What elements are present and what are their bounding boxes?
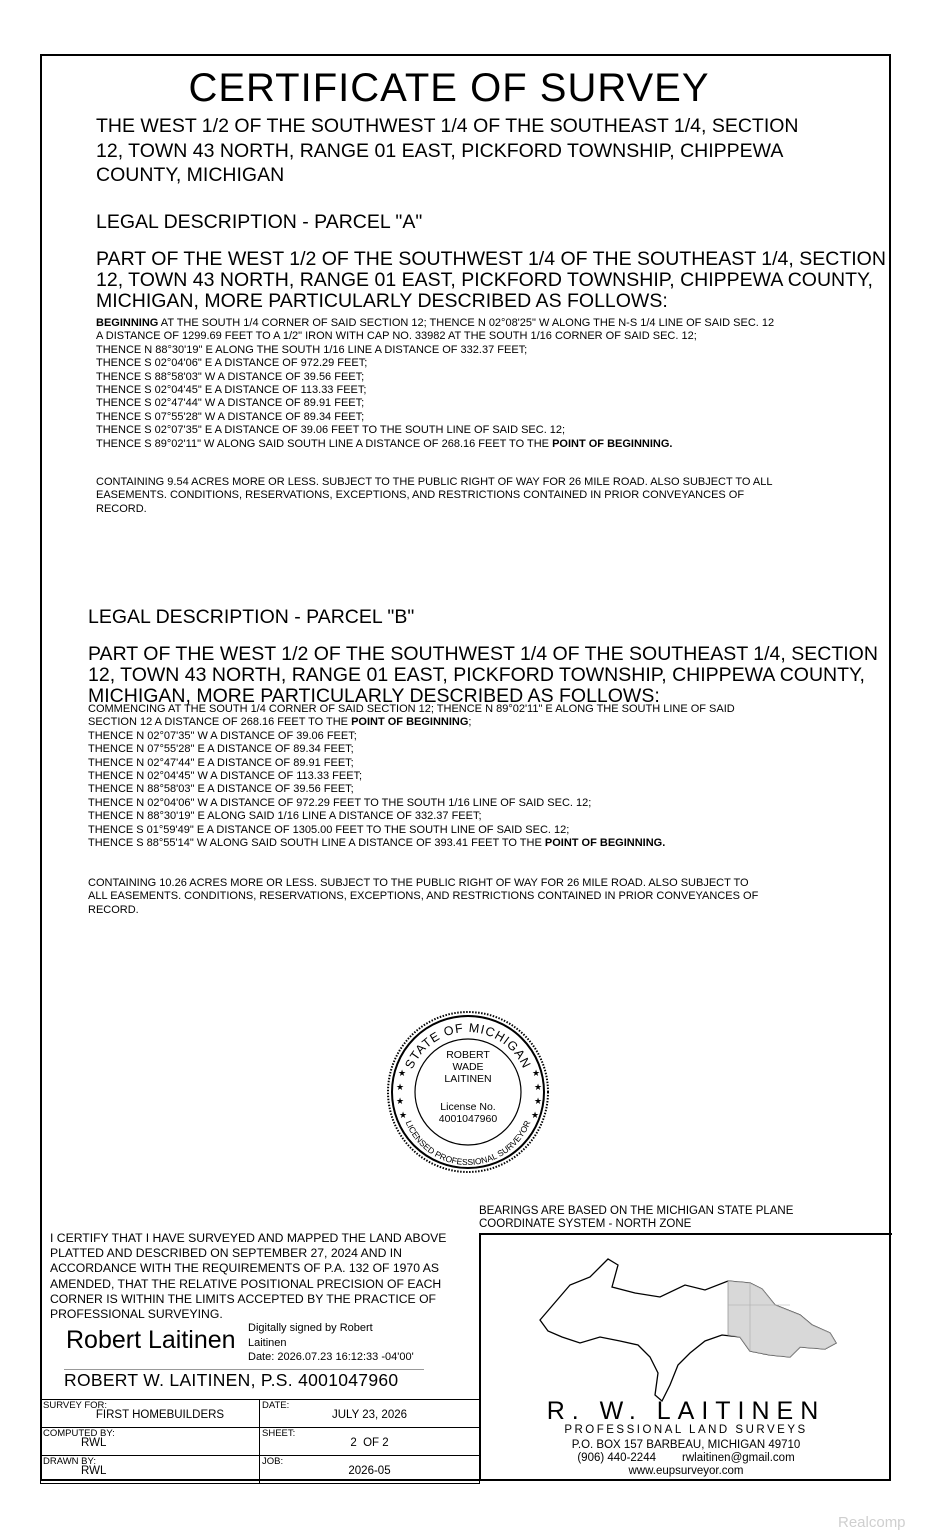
intro-line: PART OF THE WEST 1/2 OF THE SOUTHWEST 1/4 OF THE SOUTHEAST 1/4, SECTION	[96, 248, 886, 270]
survey-for-cell	[41, 1400, 260, 1428]
seal-top-arc-text: STATE OF MICHIGAN	[402, 1020, 534, 1071]
header-line: 12, TOWN 43 NORTH, RANGE 01 EAST, PICKFORD TOWNSHIP, CHIPPEWA	[96, 139, 784, 162]
description-line: THENCE S 01°59'49" E A DISTANCE OF 1305.00 FEET TO THE SOUTH LINE OF SAID SEC. 12;	[88, 823, 570, 836]
cell-label: COMPUTED BY:	[43, 1428, 115, 1439]
text-run: ;	[468, 716, 472, 729]
seal-name-line: WADE	[452, 1061, 484, 1073]
firm-email: rwlaitinen@gmail.com	[682, 1452, 795, 1464]
containing-line: CONTAINING 10.26 ACRES MORE OR LESS. SUBJECT TO THE PUBLIC RIGHT OF WAY FOR 26 MILE ROAD. ALSO SUBJECT TO	[88, 877, 749, 889]
date-cell	[260, 1400, 480, 1428]
certification-line: AMENDED, THAT THE RELATIVE POSITIONAL PRECISION OF EACH	[50, 1276, 442, 1291]
bearings-note	[479, 1205, 793, 1230]
seal-license-label: License No.	[440, 1101, 496, 1113]
seal-name-line: LAITINEN	[444, 1073, 492, 1085]
description-line: THENCE S 02°04'45" E A DISTANCE OF 113.33 FEET;	[96, 384, 367, 397]
description-line	[88, 837, 735, 850]
svg-text:★: ★	[534, 1082, 543, 1092]
surveyor-credentials: ROBERT W. LAITINEN, P.S. 4001047960	[64, 1370, 399, 1390]
certification-line: PLATTED AND DESCRIBED ON SEPTEMBER 27, 2024 AND IN	[50, 1246, 402, 1261]
drawn-by-value: RWL	[81, 1465, 107, 1477]
document-title: CERTIFICATE OF SURVEY	[188, 66, 710, 110]
firm-name: R. W. LAITINEN	[546, 1397, 826, 1425]
digital-signature-name: Robert Laitinen	[66, 1326, 236, 1354]
cell-label: DRAWN BY:	[43, 1456, 96, 1467]
svg-text:★: ★	[399, 1110, 408, 1120]
firm-phone-email	[481, 1452, 891, 1465]
signature-meta-line: Date: 2026.07.23 16:12:33 -04'00'	[248, 1351, 414, 1363]
seal-license-number: 4001047960	[438, 1113, 498, 1125]
description-line	[88, 716, 735, 729]
parcel-a-metes-bounds	[96, 317, 774, 451]
signature-meta-line: Laitinen	[248, 1336, 287, 1349]
cell-label: DATE:	[262, 1400, 290, 1411]
parcel-b-intro	[88, 644, 878, 707]
sheet-cell	[260, 1428, 480, 1456]
bearings-line: BEARINGS ARE BASED ON THE MICHIGAN STATE PLANE	[479, 1205, 794, 1217]
parcel-b-containing	[88, 877, 758, 917]
firm-subtitle: PROFESSIONAL LAND SURVEYS	[564, 1424, 808, 1436]
signature-meta-line: Digitally signed by Robert	[248, 1322, 373, 1334]
svg-text:★: ★	[398, 1068, 407, 1078]
text-run: SECTION 12 A DISTANCE OF 268.16 FEET TO THE	[88, 716, 352, 729]
description-line: THENCE N 02°04'45" W A DISTANCE OF 113.33 FEET;	[88, 770, 363, 783]
description-line: THENCE N 02°04'06" W A DISTANCE OF 972.29 FEET TO THE SOUTH 1/16 LINE OF SAID SEC. 12;	[88, 796, 592, 809]
description-line: THENCE S 02°47'44" W A DISTANCE OF 89.91 FEET;	[96, 397, 365, 410]
description-line: A DISTANCE OF 1299.69 FEET TO A 1/2" IRON WITH CAP NO. 33982 AT THE SOUTH 1/16 CORNER OF SAID SEC. 12;	[96, 330, 697, 343]
certification-line: ACCORDANCE WITH THE REQUIREMENTS OF P.A. 132 OF 1970 AS	[50, 1261, 439, 1276]
description-line: THENCE N 07°55'28" E A DISTANCE OF 89.34 FEET;	[88, 743, 354, 756]
description-line: THENCE S 02°04'06" E A DISTANCE OF 972.29 FEET;	[96, 357, 368, 370]
header-line: THE WEST 1/2 OF THE SOUTHWEST 1/4 OF THE SOUTHEAST 1/4, SECTION	[96, 115, 799, 137]
description-line: THENCE N 88°58'03" E A DISTANCE OF 39.56 FEET;	[88, 783, 354, 796]
parcel-a-intro	[96, 249, 886, 312]
parcel-b-metes-bounds	[88, 703, 735, 850]
job-cell	[260, 1456, 480, 1484]
header-description	[96, 114, 799, 188]
text-run: AT THE SOUTH 1/4 CORNER OF SAID SECTION 12; THENCE N 02°08'25" W ALONG THE N-S 1/4 LINE OF SAID SEC. 12	[158, 317, 775, 329]
description-line: THENCE S 02°07'35" E A DISTANCE OF 39.06 FEET TO THE SOUTH LINE OF SAID SEC. 12;	[96, 424, 566, 437]
upper-peninsula-map	[500, 1245, 850, 1405]
svg-text:★: ★	[396, 1082, 405, 1092]
firm-address: P.O. BOX 157 BARBEAU, MICHIGAN 49710	[571, 1439, 801, 1451]
text-run: THENCE S 89°02'11" W ALONG SAID SOUTH LINE A DISTANCE OF 268.16 FEET TO THE	[96, 437, 553, 450]
realcomp-watermark: Realcomp	[838, 1514, 906, 1531]
intro-line: 12, TOWN 43 NORTH, RANGE 01 EAST, PICKFORD TOWNSHIP, CHIPPEWA COUNTY,	[88, 664, 865, 686]
certification-line: PROFESSIONAL SURVEYING.	[50, 1307, 223, 1322]
computed-by-cell	[41, 1428, 260, 1456]
bold-term: BEGINNING	[96, 317, 159, 329]
sheet-value: 2 OF 2	[350, 1437, 389, 1449]
cell-label: SURVEY FOR:	[43, 1400, 108, 1411]
containing-line: CONTAINING 9.54 ACRES MORE OR LESS. SUBJECT TO THE PUBLIC RIGHT OF WAY FOR 26 MILE ROAD. ALSO SUBJECT TO ALL	[96, 476, 773, 488]
chippewa-county-highlight	[728, 1281, 836, 1357]
description-line: THENCE N 88°30'19" E ALONG THE SOUTH 1/16 LINE A DISTANCE OF 332.37 FEET;	[96, 343, 528, 356]
svg-text:★: ★	[531, 1110, 540, 1120]
bold-term: POINT OF BEGINNING	[351, 716, 469, 729]
firm-contact	[481, 1439, 891, 1478]
surveyor-seal	[386, 1010, 550, 1174]
survey-for-value: FIRST HOMEBUILDERS	[95, 1409, 225, 1421]
firm-website[interactable]: www.eupsurveyor.com	[628, 1465, 744, 1477]
description-line: THENCE N 88°30'19" E ALONG SAID 1/16 LINE A DISTANCE OF 332.37 FEET;	[88, 810, 482, 823]
containing-line: EASEMENTS. CONDITIONS, RESERVATIONS, EXCEPTIONS, AND RESTRICTIONS CONTAINED IN PRIOR CONVEYANCES OF	[96, 489, 745, 502]
cell-label: SHEET:	[262, 1428, 296, 1439]
intro-line: PART OF THE WEST 1/2 OF THE SOUTHWEST 1/4 OF THE SOUTHEAST 1/4, SECTION	[88, 643, 878, 665]
containing-line: RECORD.	[88, 903, 139, 916]
containing-line: ALL EASEMENTS. CONDITIONS, RESERVATIONS, EXCEPTIONS, AND RESTRICTIONS CONTAINED IN PRIOR CONVEYANCES OF	[88, 890, 759, 903]
drawn-by-cell	[41, 1456, 260, 1484]
description-line	[96, 317, 774, 330]
certification-line: CORNER IS WITHIN THE LIMITS ACCEPTED BY THE PRACTICE OF	[50, 1291, 436, 1306]
survey-info-table	[40, 1399, 480, 1484]
intro-line: MICHIGAN, MORE PARTICULARLY DESCRIBED AS FOLLOWS:	[96, 290, 668, 312]
intro-line: 12, TOWN 43 NORTH, RANGE 01 EAST, PICKFORD TOWNSHIP, CHIPPEWA COUNTY,	[96, 269, 873, 291]
computed-by-value: RWL	[81, 1437, 107, 1449]
seal-name-line: ROBERT	[446, 1049, 490, 1061]
svg-text:★: ★	[396, 1096, 405, 1106]
parcel-b-heading: LEGAL DESCRIPTION - PARCEL "B"	[88, 606, 415, 628]
cell-label: JOB:	[262, 1456, 284, 1467]
firm-phone: (906) 440-2244	[577, 1452, 656, 1464]
parcel-a-heading: LEGAL DESCRIPTION - PARCEL "A"	[96, 211, 423, 233]
parcel-a-containing	[96, 476, 772, 516]
seal-bottom-arc-text: LICENSED PROFESSIONAL SURVEYOR	[403, 1118, 533, 1168]
bold-term: POINT OF BEGINNING.	[544, 837, 666, 850]
description-line	[96, 438, 774, 451]
description-line: THENCE N 02°47'44" E A DISTANCE OF 89.91 FEET;	[88, 756, 354, 769]
certification-line: I CERTIFY THAT I HAVE SURVEYED AND MAPPED THE LAND ABOVE	[50, 1231, 447, 1245]
intro-line: MICHIGAN, MORE PARTICULARLY DESCRIBED AS FOLLOWS:	[88, 685, 660, 707]
description-line: COMMENCING AT THE SOUTH 1/4 CORNER OF SAID SECTION 12; THENCE N 89°02'11" E ALONG THE SOUTH LINE OF SAID	[88, 703, 735, 715]
date-value: JULY 23, 2026	[331, 1409, 408, 1421]
digital-signature-details	[248, 1321, 414, 1365]
header-line: COUNTY, MICHIGAN	[96, 164, 285, 186]
job-value: 2026-05	[348, 1465, 391, 1477]
svg-text:★: ★	[532, 1068, 541, 1078]
description-line: THENCE S 88°58'03" W A DISTANCE OF 39.56 FEET;	[96, 370, 365, 383]
text-run: THENCE S 88°55'14" W ALONG SAID SOUTH LINE A DISTANCE OF 393.41 FEET TO THE	[88, 837, 545, 850]
description-line: THENCE S 07°55'28" W A DISTANCE OF 89.34 FEET;	[96, 410, 365, 423]
bold-term: POINT OF BEGINNING.	[552, 437, 673, 450]
containing-line: RECORD.	[96, 502, 147, 515]
svg-text:★: ★	[534, 1096, 543, 1106]
bearings-line: COORDINATE SYSTEM - NORTH ZONE	[479, 1217, 692, 1230]
description-line: THENCE N 02°07'35" W A DISTANCE OF 39.06 FEET;	[88, 729, 357, 742]
certification-statement	[50, 1231, 446, 1322]
